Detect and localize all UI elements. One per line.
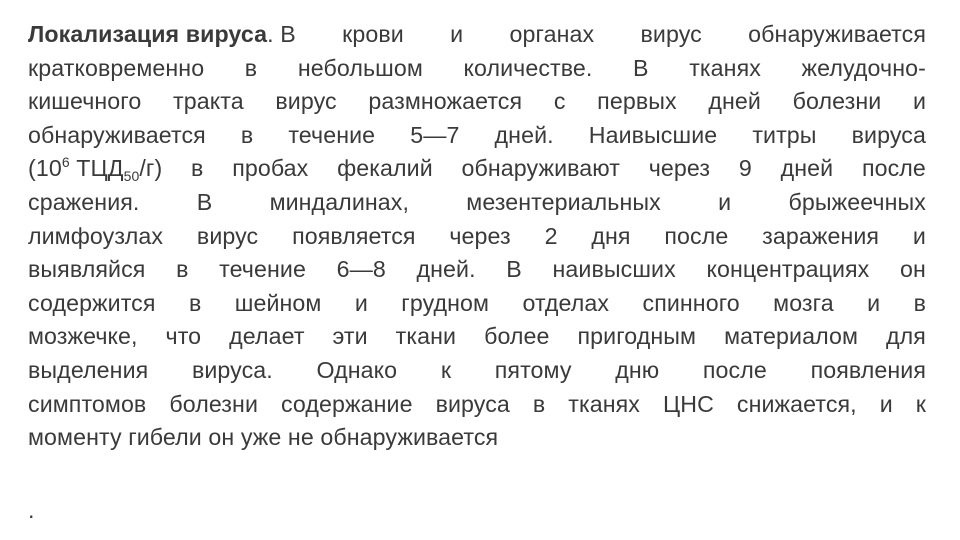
word: он [900, 256, 926, 283]
word: обнаруживается [28, 121, 206, 148]
text-line-13: моменту гибели он уже не обнаруживается [28, 424, 499, 451]
titer-open: (10 [28, 155, 62, 182]
word: желудочно- [801, 54, 926, 81]
word: обнаруживают [461, 155, 621, 182]
word: течение [219, 256, 306, 283]
word: небольшом [297, 54, 423, 81]
word: и [912, 88, 926, 115]
word: шейном [234, 289, 322, 316]
trailing-dot: . [28, 497, 35, 523]
word: материалом [724, 323, 859, 350]
word: обнаруживается [748, 21, 926, 47]
word: вируса. [191, 356, 273, 383]
word: 6—8 [336, 256, 386, 283]
word: лимфоузлах [28, 222, 164, 249]
word: более [484, 323, 550, 350]
word: фекалий [337, 155, 433, 182]
word: вирус [196, 222, 259, 249]
word: после [702, 356, 767, 383]
text-line-3 [28, 85, 926, 119]
word: содержание [280, 390, 413, 417]
word: 9 [738, 155, 752, 182]
word: концентрациях [706, 256, 870, 283]
word: появляется [292, 222, 416, 249]
text-line-4 [28, 119, 926, 153]
word: появления [810, 356, 926, 383]
titer-close: /г) [139, 155, 163, 182]
word: дню [615, 356, 660, 383]
word: вируса [851, 121, 926, 148]
word: наивысших [552, 256, 676, 283]
word: в [532, 390, 546, 417]
word: после [861, 155, 926, 182]
word: через [449, 222, 511, 249]
word: кишечного [28, 88, 142, 115]
text-line-1 [28, 18, 926, 52]
word: дней. [494, 121, 554, 148]
word: болезни [792, 88, 882, 115]
word: органах [509, 21, 595, 47]
word: ткани [395, 323, 457, 350]
word: что [165, 323, 202, 350]
word: содержится [28, 289, 156, 316]
word: тканях [689, 54, 761, 81]
word: с [553, 88, 566, 115]
word: спинного [642, 289, 740, 316]
word: выявляйся [28, 256, 146, 283]
word: симптомов [28, 390, 147, 417]
word: после [664, 222, 729, 249]
word: 2 [544, 222, 558, 249]
text-line-6 [28, 186, 926, 220]
word: и [867, 289, 881, 316]
word: миндалинах, [269, 188, 410, 215]
heading-term-localization: Локализация [28, 21, 180, 47]
word: ЦНС [662, 390, 714, 417]
word: эти [332, 323, 368, 350]
word: мезентериальных [466, 188, 661, 215]
word: в [188, 289, 202, 316]
text-line-12 [28, 388, 926, 422]
word: и [450, 21, 464, 47]
word: вирус [640, 21, 702, 47]
word: Наивысшие [588, 121, 718, 148]
word: вирус [275, 88, 337, 115]
word: в [244, 54, 258, 81]
word: пригодным [577, 323, 697, 350]
word: в [191, 155, 204, 182]
text-line-8 [28, 253, 926, 287]
word: и [912, 222, 926, 249]
word: в [176, 256, 189, 283]
word: сражения. [28, 188, 140, 215]
text-line-10 [28, 320, 926, 354]
text-line-9 [28, 287, 926, 321]
word: в [240, 121, 254, 148]
word: титры [752, 121, 817, 148]
text-line-7 [28, 220, 926, 254]
word: к [915, 390, 926, 417]
word: и [718, 188, 732, 215]
word: 5—7 [410, 121, 460, 148]
word: вируса [435, 390, 510, 417]
word: в [913, 289, 926, 316]
word: В [506, 256, 522, 283]
word: снижается, [736, 390, 857, 417]
word: пробах [232, 155, 309, 182]
word: тракта [173, 88, 244, 115]
word: Однако [316, 356, 398, 383]
titer-value [28, 152, 162, 186]
titer-exponent: 6 [61, 154, 70, 171]
word: дней. [416, 256, 476, 283]
document-body [28, 18, 926, 455]
word: количестве. [463, 54, 593, 81]
word: . В [267, 21, 296, 47]
titer-unit: ТЦД [76, 155, 124, 182]
word: течение [288, 121, 376, 148]
word: брыжеечных [788, 188, 926, 215]
word: кратковременно [28, 54, 205, 81]
word: болезни [169, 390, 258, 417]
word: выделения [28, 356, 149, 383]
word: и [879, 390, 893, 417]
word: через [648, 155, 711, 182]
word: мозга [773, 289, 834, 316]
text-line-2 [28, 52, 926, 86]
word: отделах [522, 289, 610, 316]
word: В [196, 188, 213, 215]
text-line-11 [28, 354, 926, 388]
word: дня [591, 222, 631, 249]
word: и [354, 289, 368, 316]
word: дней [708, 88, 761, 115]
text-line-5 [28, 152, 926, 186]
word: грудном [401, 289, 490, 316]
heading-term-virus: вируса [185, 21, 268, 47]
word: размножается [368, 88, 523, 115]
word: первых [597, 88, 677, 115]
word: В [633, 54, 649, 81]
word: дней [780, 155, 834, 182]
word: пятому [494, 356, 572, 383]
word: тканях [568, 390, 640, 417]
word: к [440, 356, 452, 383]
word: крови [342, 21, 404, 47]
word: мозжечке, [28, 323, 138, 350]
word: для [885, 323, 926, 350]
word: заражения [762, 222, 880, 249]
titer-subscript: 50 [123, 168, 140, 185]
word: делает [229, 323, 305, 350]
